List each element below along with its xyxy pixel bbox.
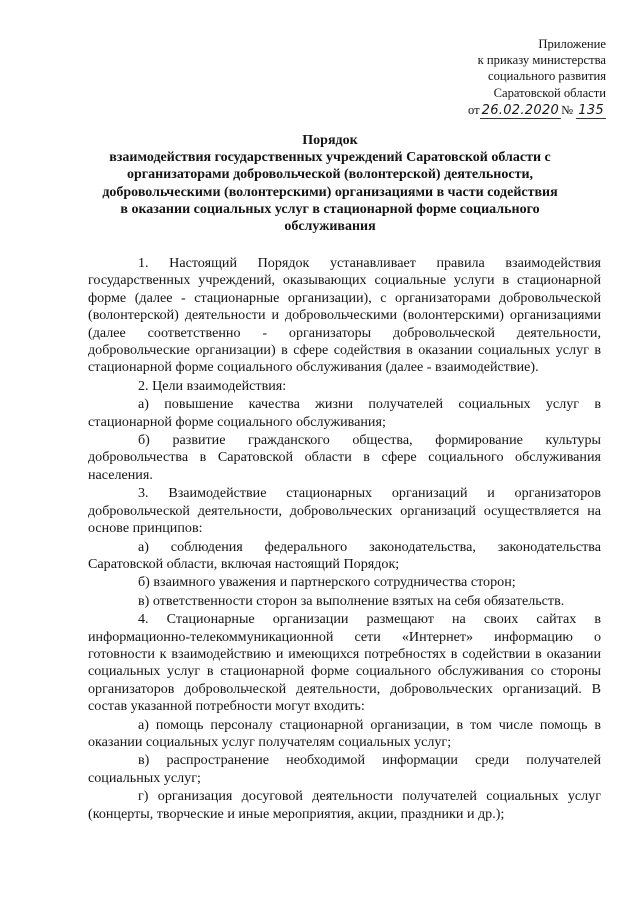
paragraph-4v: в) распространение необходимой информации среди получателей социальных услуг; (88, 752, 601, 786)
title-line-2: организаторами добровольческой (волонтерской) деятельности, (126, 167, 534, 183)
annex-line-2: к приказу министерства (477, 53, 606, 68)
title-heading: Порядок (302, 133, 358, 148)
paragraph-2: 2. Цели взаимодействия: (138, 377, 287, 394)
annex-block (386, 36, 606, 119)
order-date: 26.02.2020 (481, 102, 560, 118)
paragraph-4g: г) организация досуговой деятельности получателей социальных услуг (концерты, творческие и иные мероприятия, акции, праздники и др.); (88, 788, 601, 822)
paragraph-4a: а) помощь персоналу стационарной организации, в том числе помощь в оказании социальных услуг получателям социальных услуг; (88, 716, 601, 750)
paragraph-2b: б) развитие гражданского общества, формирование культуры добровольчества в Саратовской области в сфере социального обслуживания населения. (88, 432, 601, 483)
paragraph-3c: в) ответственности сторон за выполнение взятых на себя обязательств. (138, 592, 565, 609)
title-line-5: обслуживания (284, 219, 376, 235)
annex-line-3: социального развития (487, 69, 606, 84)
document-body (88, 255, 601, 824)
document-title (80, 132, 580, 235)
paragraph-3b: б) взаимного уважения и партнерского сотрудничества сторон; (138, 574, 516, 591)
annex-line-4: Саратовской области (493, 85, 606, 100)
title-line-4: в оказании социальных услуг в стационарной форме социального (120, 201, 540, 217)
order-prefix: от (468, 102, 480, 117)
order-number-label: № (561, 102, 574, 117)
paragraph-1: 1. Настоящий Порядок устанавливает правила взаимодействия государственных учреждений, оказывающих социальные услуги в стационарной форме (далее - стационарные организации), с организаторами добровольческой (волонтерской) деятельности и добровольческими (волонтерскими) организациями (далее соответственно - организаторы добровольческой деятельности, добровольческие организации) в сфере содействия в оказании социальных услуг в стационарной форме социального обслуживания (далее - взаимодействие). (88, 255, 601, 376)
title-line-3: добровольческими (волонтерскими) организациями в части содействия (102, 184, 558, 200)
paragraph-2a: а) повышение качества жизни получателей социальных услуг в стационарной форме социального обслуживания; (88, 396, 601, 430)
order-number: 135 (578, 102, 604, 118)
paragraph-3: 3. Взаимодействие стационарных организаций и организаторов добровольческой деятельности, добровольческих организаций осуществляется на основе принципов: (88, 485, 601, 537)
order-reference (386, 102, 606, 119)
paragraph-4: 4. Стационарные организации размещают на своих сайтах в информационно-телекоммуникационной сети «Интернет» информацию о готовности к взаимодействию и имеющихся потребностях в содействии в оказании социальных услуг в стационарной форме социального обслуживания со стороны организаторов добровольческой деятельности, добровольческих организаций. В состав указанной потребности могут входить: (88, 611, 601, 715)
title-line-1: взаимодействия государственных учреждений Саратовской области с (109, 150, 551, 166)
paragraph-3a: а) соблюдения федерального законодательства, законодательства Саратовской области, включая настоящий Порядок; (88, 538, 601, 572)
annex-line-1: Приложение (538, 37, 606, 51)
